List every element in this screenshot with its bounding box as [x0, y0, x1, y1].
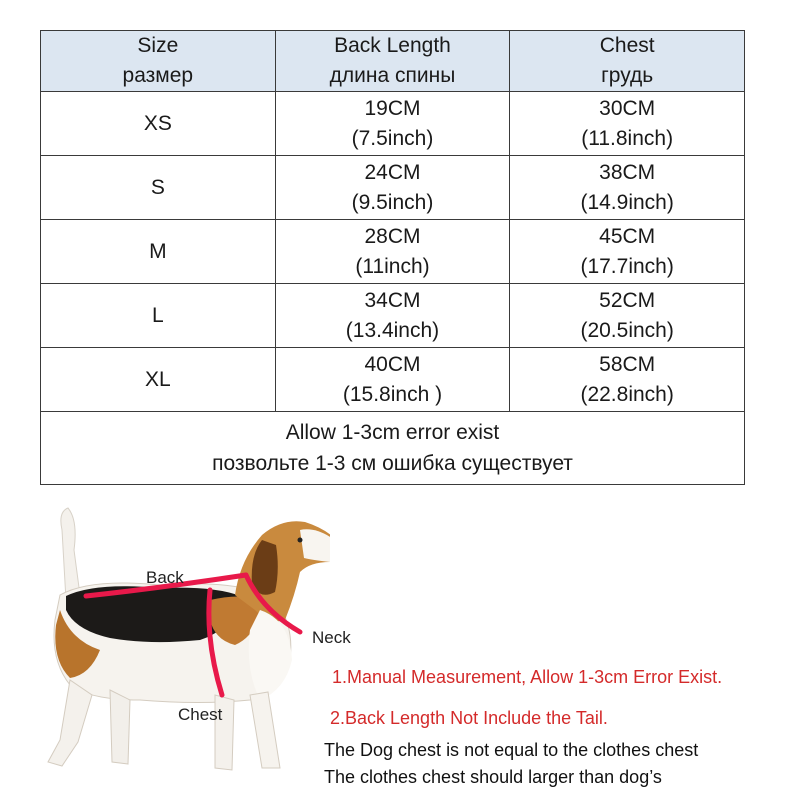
chest-cm: 58CM [599, 352, 656, 376]
tolerance-note [41, 412, 745, 485]
chest-cm: 45CM [599, 224, 656, 248]
dog-rear-leg-2 [110, 690, 130, 764]
header-chest-en: Chest [599, 34, 655, 57]
size-cell: XS [41, 92, 276, 156]
dog-tail [61, 508, 80, 600]
chest-cell [510, 220, 745, 284]
chest-cm: 30CM [599, 96, 656, 120]
dog-eye [298, 538, 303, 543]
chest-cm: 52CM [599, 288, 656, 312]
tail-exclusion-note: 2.Back Length Not Include the Tail. [330, 708, 608, 728]
chest-inch: (17.7inch) [580, 254, 674, 278]
chest-not-equal-note: The Dog chest is not equal to the clothes chest [324, 740, 699, 760]
back-length-cm: 34CM [364, 288, 421, 312]
table-row [41, 92, 745, 156]
chest-label: Chest [178, 705, 223, 724]
tolerance-note-row [41, 412, 745, 485]
back-length-cell [275, 220, 510, 284]
chest-inch: (11.8inch) [581, 126, 674, 150]
table-row [41, 156, 745, 220]
back-length-cm: 28CM [364, 224, 421, 248]
size-cell: XL [41, 348, 276, 412]
chest-inch: (22.8inch) [580, 382, 674, 406]
back-length-cell [275, 348, 510, 412]
header-size-en: Size [137, 34, 179, 57]
dog-front-leg-2 [250, 692, 280, 768]
header-back-length-en: Back Length [334, 34, 451, 57]
dog-rear-leg [48, 680, 92, 766]
table-row [41, 220, 745, 284]
back-length-cm: 40CM [364, 352, 421, 376]
tolerance-note-en: Allow 1-3cm error exist [285, 421, 500, 444]
table-row [41, 348, 745, 412]
chest-cell [510, 156, 745, 220]
back-length-cm: 24CM [364, 160, 421, 184]
back-length-cell [275, 156, 510, 220]
clothes-chest-larger-note: The clothes chest should larger than dog’s [324, 767, 662, 787]
measurement-figure [0, 500, 800, 800]
header-back-length-ru: длина спины [329, 64, 456, 87]
back-length-inch: (7.5inch) [351, 126, 434, 150]
back-length-cm: 19CM [364, 96, 421, 120]
back-length-inch: (9.5inch) [351, 190, 434, 214]
back-length-inch: (15.8inch ) [342, 382, 443, 406]
tolerance-note-ru: позвольте 1-3 см ошибка существует [212, 452, 573, 475]
header-back-length [275, 31, 510, 92]
size-cell: M [41, 220, 276, 284]
back-length-inch: (13.4inch) [345, 318, 440, 342]
dog-illustration [0, 500, 330, 800]
chest-cell [510, 92, 745, 156]
header-chest-ru: грудь [601, 64, 654, 87]
header-chest [510, 31, 745, 92]
chest-inch: (20.5inch) [580, 318, 674, 342]
table-header-row [41, 31, 745, 92]
chest-cell [510, 348, 745, 412]
header-size-ru: размер [122, 64, 194, 87]
back-length-inch: (11inch) [355, 254, 430, 278]
header-size [41, 31, 276, 92]
chest-cell [510, 284, 745, 348]
size-chart-table [40, 30, 745, 485]
size-cell: L [41, 284, 276, 348]
chest-cm: 38CM [599, 160, 656, 184]
back-length-cell [275, 284, 510, 348]
table-row [41, 284, 745, 348]
manual-measurement-note: 1.Manual Measurement, Allow 1-3cm Error Exist. [332, 667, 723, 687]
back-length-cell [275, 92, 510, 156]
chest-inch: (14.9inch) [580, 190, 674, 214]
neck-label: Neck [312, 628, 351, 647]
size-cell: S [41, 156, 276, 220]
back-label: Back [146, 568, 184, 587]
